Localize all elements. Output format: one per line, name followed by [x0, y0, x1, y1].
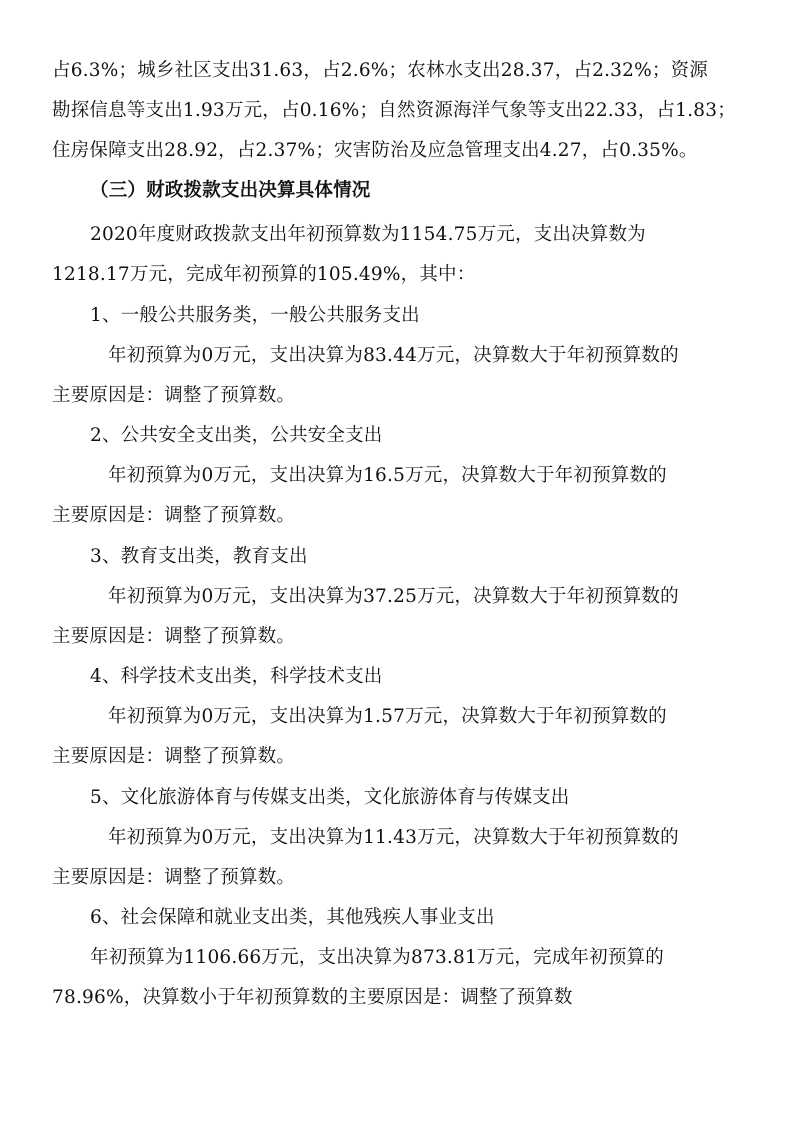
- item-2-line-1: 年初预算为0万元，支出决算为16.5万元，决算数大于年初预算数的: [108, 465, 667, 486]
- item-3-title: 3、教育支出类，教育支出: [90, 546, 308, 567]
- item-2-line-2: 主要原因是：调整了预算数。: [52, 505, 296, 526]
- item-4-line-1: 年初预算为0万元，支出决算为1.57万元，决算数大于年初预算数的: [108, 706, 667, 727]
- intro-line-2: 勘探信息等支出1.93万元，占0.16%；自然资源海洋气象等支出22.33，占1.83；: [52, 100, 736, 121]
- item-3-line-1: 年初预算为0万元，支出决算为37.25万元，决算数大于年初预算数的: [108, 586, 679, 607]
- item-6-line-1: 年初预算为1106.66万元，支出决算为873.81万元，完成年初预算的: [90, 947, 664, 968]
- item-4-line-2: 主要原因是：调整了预算数。: [52, 746, 296, 767]
- item-5-title: 5、文化旅游体育与传媒支出类，文化旅游体育与传媒支出: [90, 787, 570, 808]
- item-5-line-2: 主要原因是：调整了预算数。: [52, 867, 296, 888]
- item-1-line-2: 主要原因是：调整了预算数。: [52, 385, 296, 406]
- section-heading: （三）财政拨款支出决算具体情况: [90, 180, 371, 201]
- item-1-line-1: 年初预算为0万元，支出决算为83.44万元，决算数大于年初预算数的: [108, 345, 679, 366]
- item-1-title: 1、一般公共服务类，一般公共服务支出: [90, 305, 420, 326]
- summary-line-2: 1218.17万元，完成年初预算的105.49%，其中：: [52, 264, 476, 285]
- summary-line-1: 2020年度财政拨款支出年初预算数为1154.75万元，支出决算数为: [90, 224, 646, 245]
- item-4-title: 4、科学技术支出类，科学技术支出: [90, 666, 383, 687]
- item-3-line-2: 主要原因是：调整了预算数。: [52, 626, 296, 647]
- intro-line-1: 占6.3%；城乡社区支出31.63，占2.6%；农林水支出28.37，占2.32%；资源: [52, 60, 708, 81]
- item-6-line-2: 78.96%，决算数小于年初预算数的主要原因是：调整了预算数: [52, 987, 573, 1008]
- item-6-title: 6、社会保障和就业支出类，其他残疾人事业支出: [90, 907, 495, 928]
- item-2-title: 2、公共安全支出类，公共安全支出: [90, 425, 383, 446]
- intro-line-3: 住房保障支出28.92，占2.37%；灾害防治及应急管理支出4.27，占0.35%。: [52, 140, 698, 161]
- item-5-line-1: 年初预算为0万元，支出决算为11.43万元，决算数大于年初预算数的: [108, 827, 679, 848]
